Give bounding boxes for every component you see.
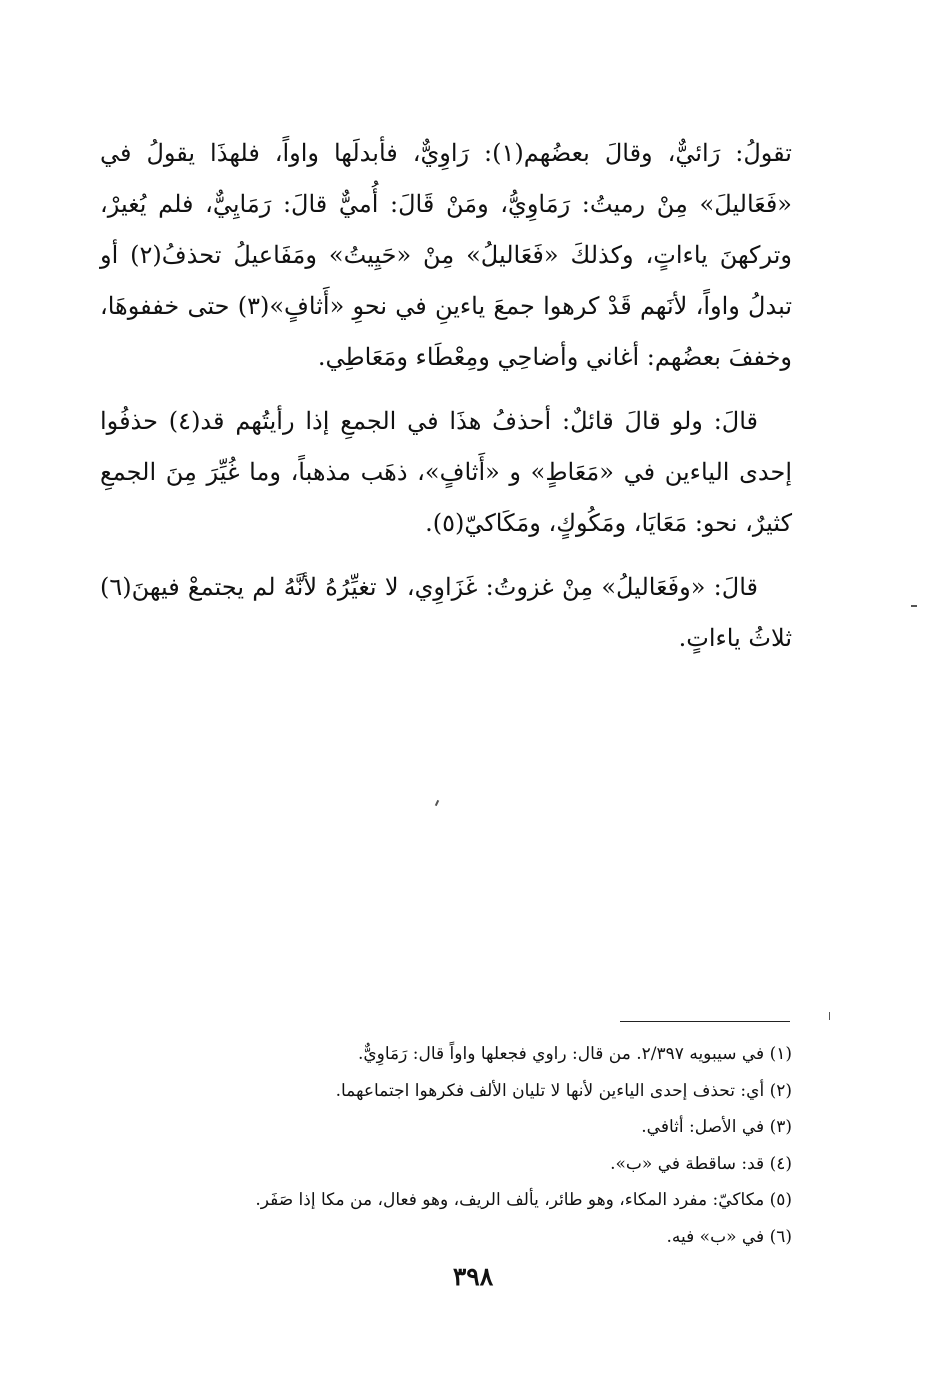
main-text-block <box>100 128 792 677</box>
footnote-3: (٣) في الأصل: أثافي. <box>641 1117 792 1137</box>
paragraph-3: قالَ: «وفَعَاليلُ» مِنْ غزوتُ: غَزَاوِي، لا تغيِّرُهُ لأنَّهُ لم يجتمعْ فيهنَ(٦) ثلاثُ ياءاتٍ. <box>100 573 792 652</box>
footnote-2: (٢) أي: تحذف إحدى الياءين لأنها لا تليان الألف فكرهوا اجتماعهما. <box>335 1080 792 1101</box>
scan-speck <box>911 605 917 607</box>
scan-speck <box>435 800 439 806</box>
footnotes-block <box>120 1036 792 1255</box>
footnote-1: (١) في سيبويه ٢/٣٩٧. من قال: راوي فجعلها واواً قال: رَمَاوِيٌّ. <box>357 1044 792 1064</box>
page-number: ٣٩٨ <box>452 1262 494 1291</box>
paragraph-2: قالَ: ولو قالَ قائلٌ: أحذفُ هذَا في الجمعِ إذا رأيتُهم قد(٤) حذفُوا إحدى الياءين في «مَعَاطٍ» و «أَثافٍ»، ذهَب مذهباً، وما غُيِّرَ مِنَ الجمعِ كثيرٌ، نحو: مَعَايَا، ومَكُوكٍ، ومَكَاكيّ(٥). <box>100 407 792 537</box>
footnote-6: (٦) في «ب» فيه. <box>666 1226 792 1247</box>
scan-speck <box>829 1012 830 1020</box>
footnote-separator <box>620 1021 790 1022</box>
footnote-5: (٥) مكاكيّ: مفرد المكاء، وهو طائر، يألف الريف، وهو فعال، من مكا إذا صَفَر. <box>255 1190 792 1210</box>
footnote-4: (٤) قد: ساقطة في «ب». <box>610 1153 792 1174</box>
paragraph-1: تقولُ: رَائيٌّ، وقالَ بعضُهم(١): رَاوِيٌّ، فأبدلَها واواً، فلهذَا يقولُ في «فَعَاليلَ» مِنْ رميتُ: رَمَاوِيُّ، ومَنْ قَالَ: أُميٌّ قالَ: رَمَايِيٌّ، فلم يُغيرْ، وتركهنَ ياءاتٍ، وكذلكَ «فَعَاليلُ» مِنْ «حَيِيتُ» ومَفَاعيلُ تحذفُ(٢) أو تبدلُ واواً، لأنَهم قَدْ كرهوا جمعَ ياءينِ في نحوِ «أَثافٍ»(٣) حتى خففوهَا، وخففَ بعضُهم: أغاني وأضاحِي ومِعْطَاء ومَعَاطِي. <box>100 139 792 371</box>
